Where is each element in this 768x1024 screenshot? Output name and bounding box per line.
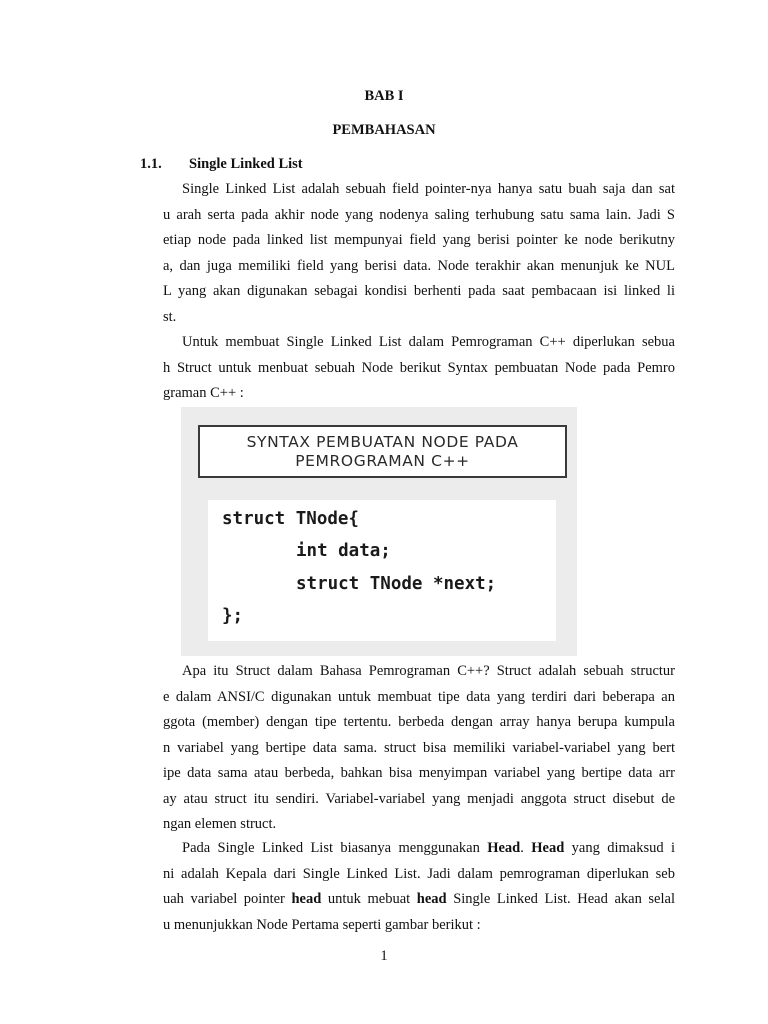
code-block — [208, 500, 556, 641]
paragraph-definition — [163, 177, 675, 330]
code-line: struct TNode{ — [222, 509, 359, 529]
text-run: untuk mebuat — [321, 891, 417, 907]
section-number: 1.1. — [140, 156, 162, 172]
syntax-figure — [181, 407, 577, 656]
paragraph-line: ipe data sama atau berbeda, bahkan bisa menyimpan variabel yang bertipe data arr — [163, 765, 675, 781]
paragraph-struct-definition — [163, 659, 675, 838]
paragraph-line: u arah serta pada akhir node yang nodenya saling terhubung satu sama lain. Jadi S — [163, 206, 675, 223]
code-line: struct TNode *next; — [296, 574, 497, 594]
code-line: }; — [222, 606, 244, 626]
paragraph-line — [163, 836, 675, 862]
bold-term: Head — [487, 840, 521, 856]
paragraph-line: Single Linked List adalah sebuah field pointer-nya hanya satu buah saja dan sat — [182, 181, 675, 197]
section-heading — [140, 156, 303, 173]
paragraph-line: u menunjukkan Node Pertama seperti gambar berikut : — [163, 916, 481, 933]
paragraph-line: ngan elemen struct. — [163, 816, 277, 832]
bold-term: Head — [531, 840, 565, 856]
text-run: Pada Single Linked List biasanya menggunakan — [182, 840, 488, 856]
figure-title-line: PEMROGRAMAN C++ — [295, 452, 470, 470]
text-run: uah variabel pointer — [163, 891, 292, 907]
paragraph-line — [163, 887, 675, 913]
paragraph-line: st. — [163, 308, 177, 325]
bold-term: head — [291, 891, 322, 907]
page-number: 1 — [380, 948, 388, 964]
paragraph-line: h Struct untuk menbuat sebuah Node berikut Syntax pembuatan Node pada Pemro — [163, 359, 675, 376]
paragraph-struct-intro — [163, 330, 675, 407]
paragraph-line: L yang akan digunakan sebagai kondisi berhenti pada saat pembacaan isi linked li — [163, 283, 675, 299]
paragraph-line: n variabel yang bertipe data sama. struct bisa memiliki variabel-variabel yang bert — [163, 739, 675, 756]
paragraph-head — [163, 836, 675, 938]
text-run: Single Linked List. Head akan selal — [446, 891, 675, 907]
code-line: int data; — [296, 541, 391, 561]
paragraph-line: e dalam ANSI/C digunakan untuk membuat tipe data yang terdiri dari beberapa an — [163, 688, 675, 705]
paragraph-line: ay atau struct itu sendiri. Variabel-variabel yang menjadi anggota struct disebut de — [163, 790, 675, 807]
bold-term: head — [416, 891, 447, 907]
text-run: . — [520, 840, 532, 856]
figure-title-box — [198, 425, 567, 478]
paragraph-line: ggota (member) dengan tipe tertentu. berbeda dengan array hanya berupa kumpula — [163, 714, 675, 730]
paragraph-line: ni adalah Kepala dari Single Linked List. Jadi dalam pemrograman diperlukan seb — [163, 865, 675, 882]
paragraph-line: Untuk membuat Single Linked List dalam Pemrograman C++ diperlukan sebua — [182, 334, 675, 350]
section-title: Single Linked List — [189, 156, 303, 172]
figure-title-line: SYNTAX PEMBUATAN NODE PADA — [246, 433, 519, 451]
text-run: yang dimaksud i — [564, 840, 676, 856]
chapter-subtitle: PEMBAHASAN — [332, 122, 436, 138]
paragraph-line: graman C++ : — [163, 385, 244, 401]
paragraph-line: etiap node pada linked list mempunyai field yang berisi pointer ke node berikutny — [163, 232, 675, 248]
paragraph-line: Apa itu Struct dalam Bahasa Pemrograman C++? Struct adalah sebuah structur — [182, 663, 675, 679]
chapter-title: BAB I — [364, 88, 404, 104]
paragraph-line: a, dan juga memiliki field yang berisi data. Node terakhir akan menunjuk ke NUL — [163, 257, 675, 274]
